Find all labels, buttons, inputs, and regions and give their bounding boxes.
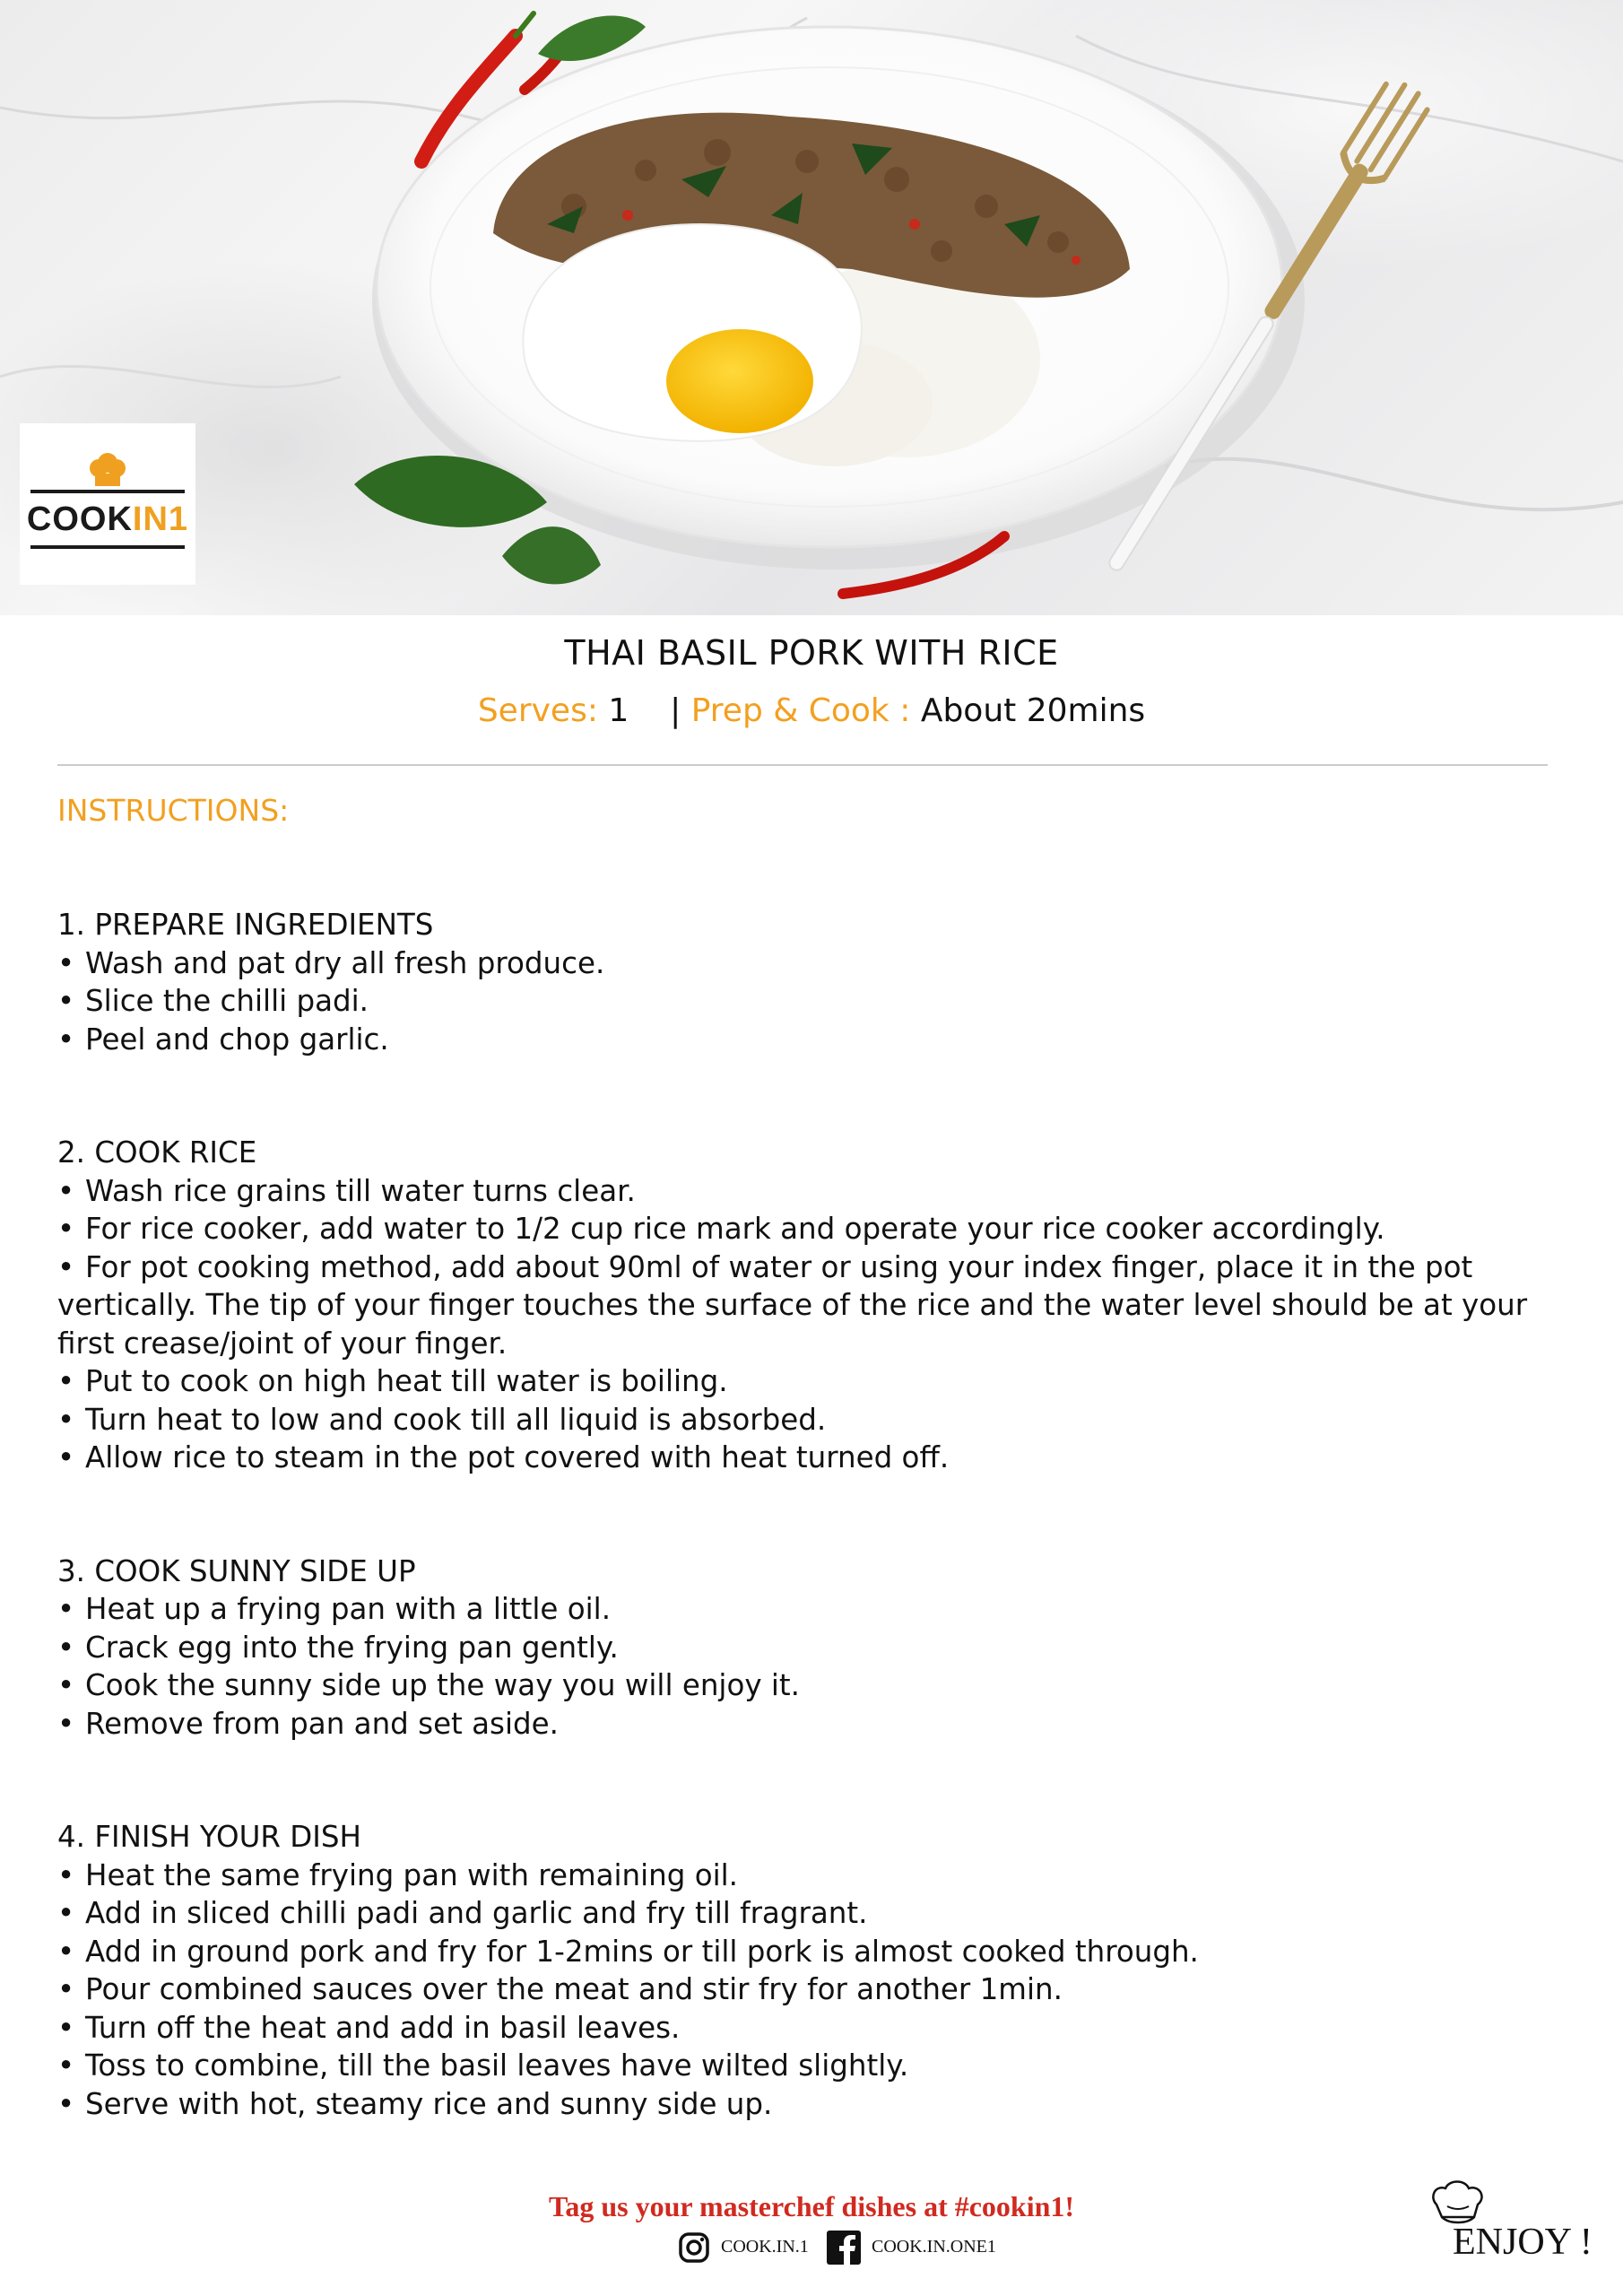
instruction-step (57, 1818, 1573, 2123)
logo-wordmark: COOKIN1 (26, 500, 189, 538)
bullet-icon: • (57, 1022, 75, 1057)
recipe-title: THAI BASIL PORK WITH RICE (564, 633, 1059, 673)
brand-logo (20, 423, 195, 585)
step-bullet-item (57, 1857, 1573, 1895)
step-text: Toss to combine, till the basil leaves have wilted slightly. (85, 2048, 909, 2083)
dish-illustration (0, 0, 1623, 615)
step-bullet-item (57, 1629, 1573, 1667)
hero-photo (0, 0, 1623, 615)
step-text: Put to cook on high heat till water is boiling. (85, 1364, 728, 1398)
instagram-icon (678, 2231, 710, 2264)
step-text: Crack egg into the frying pan gently. (85, 1630, 619, 1665)
bullet-icon: • (57, 984, 75, 1018)
step-bullet-item (57, 944, 1573, 983)
step-heading: 3. COOK SUNNY SIDE UP (57, 1553, 416, 1588)
step-heading: 2. COOK RICE (57, 1135, 257, 1170)
step-bullet-item (57, 1021, 1573, 1059)
bullet-icon: • (57, 1173, 75, 1208)
step-text: Turn heat to low and cook till all liquid is absorbed. (85, 1402, 827, 1437)
step-bullet-item (57, 2047, 1573, 2085)
instruction-step (57, 906, 1573, 1058)
step-text: Turn off the heat and add in basil leaves. (85, 2010, 681, 2045)
divider (57, 764, 1548, 766)
bullet-icon: • (57, 1896, 75, 1930)
instruction-steps (57, 906, 1573, 2198)
step-heading: 4. FINISH YOUR DISH (57, 1820, 361, 1854)
step-bullet-item (57, 1401, 1573, 1439)
step-bullet-item (57, 1210, 1573, 1248)
bullet-icon: • (57, 1402, 75, 1437)
facebook-handle: COOK.IN.ONE1 (872, 2237, 996, 2257)
step-bullet-item (57, 1248, 1573, 1363)
step-bullet-item (57, 1439, 1573, 1477)
serves-value: 1 (608, 692, 629, 729)
instructions-heading: INSTRUCTIONS: (57, 793, 290, 828)
step-bullet-item (57, 1666, 1573, 1705)
step-text: Slice the chilli padi. (85, 984, 369, 1018)
bullet-icon: • (57, 1249, 75, 1284)
enjoy-text: ENJOY ! (1453, 2222, 1593, 2263)
instruction-step (57, 1134, 1573, 1477)
time-label: Prep & Cook : (690, 692, 911, 729)
step-text: For rice cooker, add water to 1/2 cup rice mark and operate your rice cooker accordingly. (85, 1212, 1385, 1246)
bullet-icon: • (57, 1934, 75, 1969)
step-text: Cook the sunny side up the way you will enjoy it. (85, 1668, 800, 1702)
instagram-handle: COOK.IN.1 (721, 2237, 809, 2257)
bullet-icon: • (57, 2048, 75, 2083)
step-bullet-item (57, 1362, 1573, 1401)
step-text: Heat the same frying pan with remaining oil. (85, 1857, 739, 1892)
bullet-icon: • (57, 2010, 75, 2045)
bullet-icon: • (57, 1706, 75, 1741)
step-text: Wash rice grains till water turns clear. (85, 1173, 636, 1208)
step-text: Add in sliced chilli padi and garlic and fry till fragrant. (85, 1896, 868, 1930)
step-bullet-item (57, 1933, 1573, 1971)
step-text: For pot cooking method, add about 90ml of water or using your index finger, place it in the pot vertically. The tip of your finger touches the surface of the rice and the water level should be at your first crease/joint of your finger. (57, 1249, 1528, 1361)
step-text: Pour combined sauces over the meat and stir fry for another 1min. (85, 1972, 1063, 2006)
step-bullet-item (57, 1894, 1573, 1933)
recipe-meta (0, 692, 1623, 729)
time-value: About 20mins (920, 692, 1146, 729)
bullet-icon: • (57, 1972, 75, 2006)
step-bullet-item (57, 2009, 1573, 2048)
step-bullet-item (57, 1172, 1573, 1211)
step-text: Allow rice to steam in the pot covered with heat turned off. (85, 1440, 950, 1474)
bullet-icon: • (57, 1212, 75, 1246)
step-bullet-item (57, 2085, 1573, 2124)
step-text: Serve with hot, steamy rice and sunny side up. (85, 2086, 773, 2121)
bullet-icon: • (57, 1630, 75, 1665)
meta-separator: | (670, 692, 681, 729)
step-bullet-item (57, 1705, 1573, 1744)
bullet-icon: • (57, 2086, 75, 2121)
bullet-icon: • (57, 1364, 75, 1398)
facebook-icon (827, 2231, 861, 2265)
bullet-icon: • (57, 1668, 75, 1702)
bullet-icon: • (57, 945, 75, 980)
step-heading: 1. PREPARE INGREDIENTS (57, 908, 434, 942)
step-text: Remove from pan and set aside. (85, 1706, 559, 1741)
bullet-icon: • (57, 1592, 75, 1626)
step-text: Peel and chop garlic. (85, 1022, 389, 1057)
step-bullet-item (57, 1970, 1573, 2009)
step-text: Add in ground pork and fry for 1-2mins or till pork is almost cooked through. (85, 1934, 1199, 1969)
footer-tagline: Tag us your masterchef dishes at #cookin1! (548, 2190, 1075, 2222)
serves-label: Serves: (477, 692, 598, 729)
bullet-icon: • (57, 1440, 75, 1474)
step-bullet-item (57, 1590, 1573, 1629)
bullet-icon: • (57, 1857, 75, 1892)
step-text: Wash and pat dry all fresh produce. (85, 945, 605, 980)
instruction-step (57, 1552, 1573, 1744)
step-bullet-item (57, 982, 1573, 1021)
step-text: Heat up a frying pan with a little oil. (85, 1592, 612, 1626)
